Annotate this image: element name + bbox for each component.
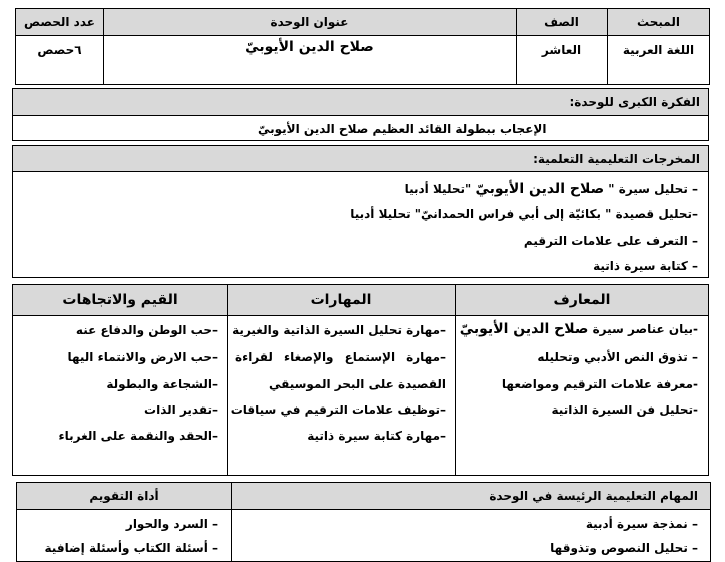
big-idea-text: الإعجاب ببطولة القائد العظيم صلاح الدين الأيوبيّ [258,122,547,136]
values-item: –حب الارض والانتماء اليها [67,350,218,364]
outcome-item-suffix: "تحليلا أدبيا [404,182,476,196]
knowledge-item: -تحليل فن السيرة الذاتية [551,403,698,417]
outcome-item-emphasis: صلاح الدين الأيوبيّ [475,181,605,197]
col-subject-header: المبحث [637,15,680,29]
values-item: –الشجاعة والبطولة [106,377,218,391]
big-idea-section [12,88,709,141]
big-idea-label: الفكرة الكبرى للوحدة: [569,95,700,109]
skills-item: –توظيف علامات الترقيم في سياقات [230,403,446,417]
outcome-item [405,181,698,197]
col-unit-title-header: عنوان الوحدة [270,15,349,29]
unit-title-value: صلاح الدين الأيوبيّ [245,39,374,55]
col-skills-header: المهارات [310,292,372,308]
periods-value: ٦حصص [37,43,82,57]
knowledge-item: – تذوق النص الأدبي وتحليله [537,350,698,364]
skills-item: –مهارة الإستماع والإصغاء لقراءة [235,350,446,364]
knowledge-item-prefix: -بيان عناصر سيرة [588,322,698,336]
grade-value: العاشر [541,43,582,57]
skills-item: القصيدة على البحر الموسيقي [268,377,446,391]
col-knowledge-header: المعارف [553,292,611,308]
outcome-item-prefix: – تحليل سيرة " [604,182,698,196]
tasks-section [16,482,711,562]
task-item: – تحليل النصوص وتذوقها [550,541,698,555]
col-periods-header: عدد الحصص [24,15,95,29]
knowledge-item-emphasis: صلاح الدين الأيوبيّ [459,321,589,337]
skills-item: –مهارة تحليل السيرة الذاتية والغيرية [232,323,446,337]
assessment-item: – أسئلة الكتاب وأسئلة إضافية [44,541,218,555]
knowledge-item: -معرفة علامات الترقيم ومواضعها [501,377,698,391]
values-item: –الحقد والنقمة على الغرباء [58,429,218,443]
task-item: – نمذجة سيرة أدبية [585,517,698,531]
col-grade-header: الصف [544,15,579,29]
unit-header-table [15,8,710,85]
values-item: –حب الوطن والدفاع عنه [75,323,218,337]
col-tasks-header: المهام التعليمية الرئيسة في الوحدة [489,489,698,503]
subject-value: اللغة العربية [622,43,695,57]
outcome-item: – كتابة سيرة ذاتية [593,259,698,273]
col-values-header: القيم والاتجاهات [62,292,178,308]
assessment-item: – السرد والحوار [125,517,218,531]
outcomes-label: المخرجات التعليمية التعلمية: [533,152,700,166]
values-item: –تقدير الذات [144,403,218,417]
outcomes-section [12,145,709,278]
skills-item: –مهارة كتابة سيرة ذاتية [307,429,446,443]
kv-matrix-section [12,284,709,476]
outcome-item: –تحليل قصيدة " بكائيّة إلى أبي فراس الحمدانيّ" تحليلا أدبيا [350,207,698,221]
knowledge-item [460,321,698,337]
outcome-item: – التعرف على علامات الترقيم [523,234,698,248]
col-assessment-header: أداة التقويم [89,489,159,503]
